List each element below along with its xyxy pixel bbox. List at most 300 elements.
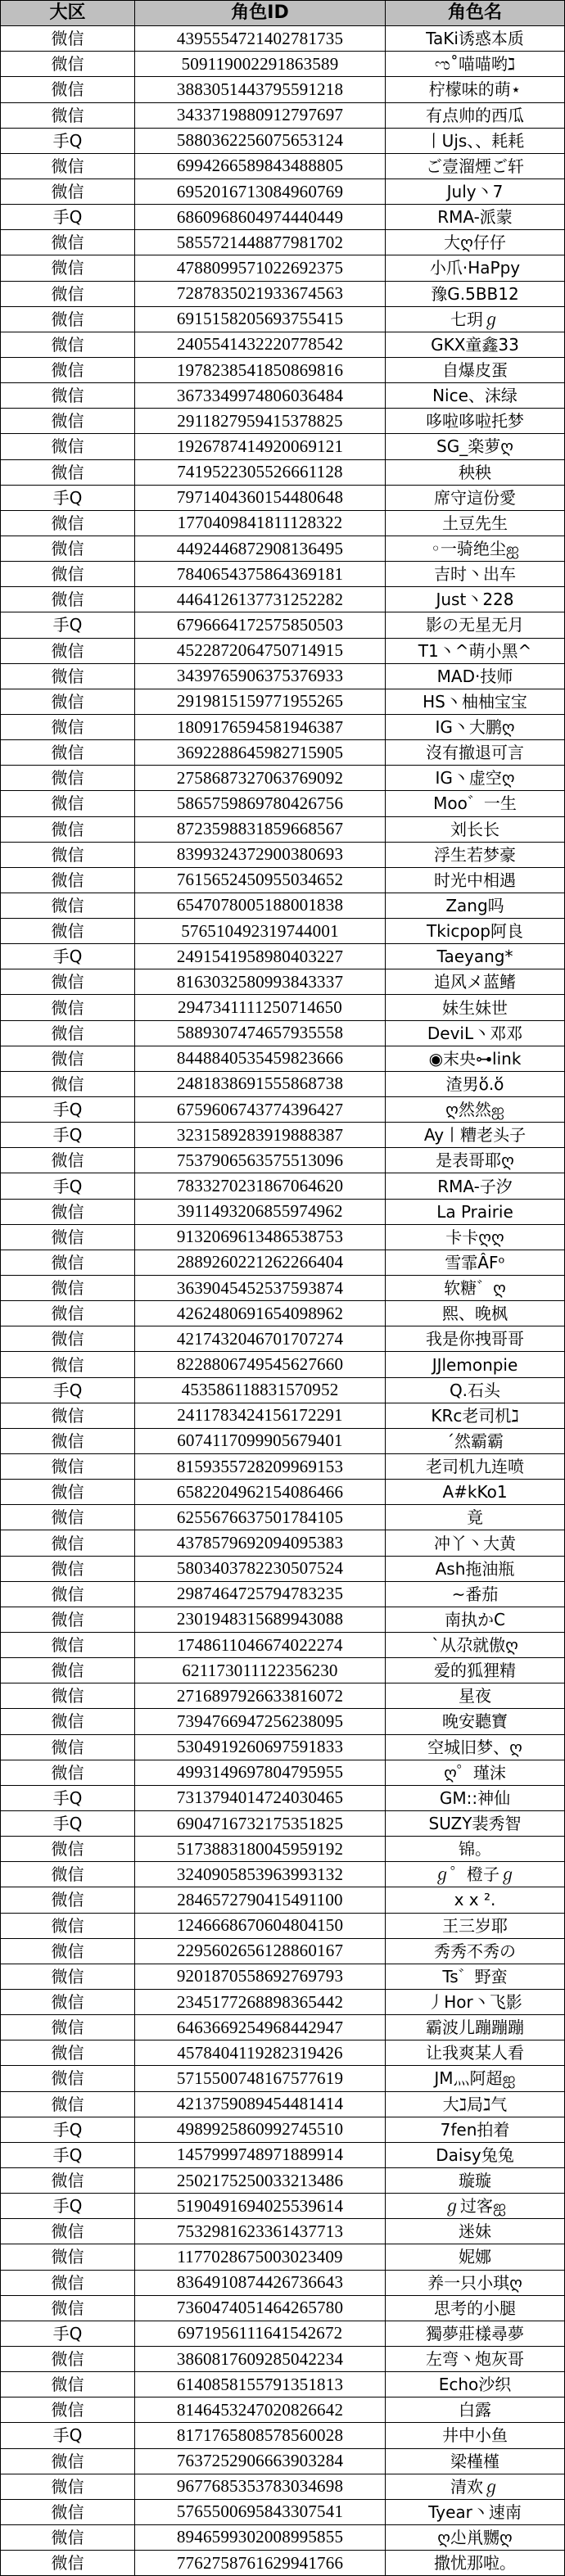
table-row [1, 1633, 565, 1658]
table-row [1, 740, 565, 766]
table-row [1, 587, 565, 612]
table-row [1, 1021, 565, 1046]
character-id-cell: 6547078005188001838 [135, 893, 386, 919]
table-row [1, 2474, 565, 2500]
region-cell: 微信 [1, 154, 135, 179]
character-name-cell: JM灬阿超ஐ [386, 2066, 565, 2091]
character-name-cell: 锦。 [386, 1837, 565, 1862]
table-row [1, 1658, 565, 1683]
table-row [1, 969, 565, 995]
character-name-cell: 我是你拽哥哥 [386, 1326, 565, 1352]
region-cell: 微信 [1, 1760, 135, 1786]
character-id-cell: 3911493206855974962 [135, 1200, 386, 1225]
table-row [1, 689, 565, 715]
character-name-cell: ღ然然ஐ [386, 1097, 565, 1123]
character-id-cell: 1177028675003023409 [135, 2244, 386, 2270]
character-name-cell: 老司机九连喷 [386, 1454, 565, 1480]
character-id-cell: 1770409841811128322 [135, 511, 386, 536]
table-row [1, 307, 565, 332]
table-row [1, 1225, 565, 1250]
region-cell: 微信 [1, 1480, 135, 1505]
character-id-cell: 7394766947256238095 [135, 1709, 386, 1734]
character-id-cell: 5880362256075653124 [135, 129, 386, 154]
character-id-cell: 453586118831570952 [135, 1378, 386, 1403]
region-cell: 微信 [1, 1148, 135, 1173]
table-row [1, 230, 565, 255]
character-id-cell: 6255676637501784105 [135, 1505, 386, 1530]
table-row [1, 2449, 565, 2474]
region-cell: 微信 [1, 562, 135, 587]
character-name-cell: 影の无星无月 [386, 612, 565, 638]
character-name-cell: 白露 [386, 2397, 565, 2423]
character-name-cell: MAD·技师 [386, 664, 565, 689]
table-row [1, 1582, 565, 1607]
table-row [1, 383, 565, 409]
character-name-cell: SG_楽萝ღ [386, 434, 565, 459]
character-name-cell: ℊ过客ஐ [386, 2194, 565, 2219]
region-cell: 微信 [1, 2092, 135, 2117]
character-name-cell: JJlemonpie [386, 1352, 565, 1377]
character-id-cell: 7532981623361437713 [135, 2219, 386, 2244]
table-row [1, 486, 565, 511]
character-name-cell: 獨夢莊樣尋夢 [386, 2321, 565, 2347]
region-cell: 微信 [1, 766, 135, 791]
character-id-cell: 5765500695843307541 [135, 2500, 386, 2525]
region-cell: 手Q [1, 1123, 135, 1148]
table-row [1, 1352, 565, 1377]
character-name-cell: Ts゛野蛮 [386, 1964, 565, 1990]
character-name-cell: Tyear丶速南 [386, 2500, 565, 2525]
character-id-cell: 7637252906663903284 [135, 2449, 386, 2474]
region-cell: 微信 [1, 2372, 135, 2397]
region-cell: 手Q [1, 2194, 135, 2219]
character-name-cell: 妮娜 [386, 2244, 565, 2270]
character-id-cell: 5889307474657935558 [135, 1021, 386, 1046]
character-name-cell: 星夜 [386, 1683, 565, 1709]
character-name-cell: 豫G.5BB12 [386, 282, 565, 307]
character-name-cell: Moo゛一生 [386, 791, 565, 816]
table-row [1, 179, 565, 205]
character-id-cell: 5304919260697591833 [135, 1735, 386, 1760]
region-cell: 微信 [1, 2551, 135, 2576]
table-row [1, 1760, 565, 1786]
character-name-cell: July丶7 [386, 179, 565, 205]
character-id-cell: 2947341111250714650 [135, 995, 386, 1020]
region-cell: 微信 [1, 358, 135, 383]
table-row [1, 1148, 565, 1173]
region-cell: 微信 [1, 715, 135, 740]
character-name-cell: 爱的狐狸精 [386, 1658, 565, 1683]
character-id-cell: 1246668670604804150 [135, 1914, 386, 1939]
header-character-id: 角色ID [135, 1, 386, 26]
table-row [1, 1123, 565, 1148]
character-name-cell: Q.石头 [386, 1378, 565, 1403]
character-name-cell: 丨Ujs、、耗耗 [386, 129, 565, 154]
table-row [1, 1709, 565, 1734]
character-id-cell: 4788099571022692375 [135, 255, 386, 281]
table-row [1, 2194, 565, 2219]
character-name-cell: TaKi诱惑本质 [386, 26, 565, 52]
region-cell: 微信 [1, 1403, 135, 1429]
character-name-cell: 大ℷ局ℷ气 [386, 2092, 565, 2117]
character-id-cell: 6971956111641542672 [135, 2321, 386, 2347]
region-cell: 微信 [1, 1837, 135, 1862]
character-id-cell: 5803403782230507524 [135, 1557, 386, 1582]
table-row [1, 358, 565, 383]
character-name-cell: 7fen拍着 [386, 2117, 565, 2143]
table-row [1, 2423, 565, 2448]
table-row [1, 536, 565, 562]
region-cell: 微信 [1, 1072, 135, 1097]
region-cell: 微信 [1, 1914, 135, 1939]
character-name-cell: 冲丫丶大黄 [386, 1530, 565, 1556]
table-row [1, 409, 565, 434]
table-row [1, 1735, 565, 1760]
table-row [1, 791, 565, 816]
character-id-cell: 6860968604974440449 [135, 205, 386, 230]
character-id-cell: 576510492319744001 [135, 919, 386, 944]
table-row [1, 2244, 565, 2270]
character-id-cell: 3433719880912797697 [135, 103, 386, 129]
character-id-cell: 3883051443795591218 [135, 77, 386, 102]
table-row [1, 1046, 565, 1072]
table-row [1, 1378, 565, 1403]
table-row [1, 1301, 565, 1326]
character-id-cell: 2502175250033213486 [135, 2168, 386, 2194]
table-row [1, 843, 565, 868]
character-name-cell: 秀秀不秀の [386, 1939, 565, 1964]
table-row [1, 77, 565, 102]
region-cell: 微信 [1, 1225, 135, 1250]
table-row [1, 26, 565, 52]
header-character-name: 角色名 [386, 1, 565, 26]
table-row [1, 1429, 565, 1454]
character-id-cell: 9201870558692769793 [135, 1964, 386, 1990]
character-name-cell: Daisy兔兔 [386, 2143, 565, 2168]
table-row [1, 817, 565, 843]
region-cell: 微信 [1, 791, 135, 816]
table-row [1, 1862, 565, 1887]
region-cell: 微信 [1, 434, 135, 459]
character-name-cell: 空城旧梦、ღ [386, 1735, 565, 1760]
character-id-cell: 7360474051464265780 [135, 2296, 386, 2321]
character-name-cell: 晚安聽寶 [386, 1709, 565, 1734]
region-cell: 手Q [1, 944, 135, 969]
region-cell: 微信 [1, 536, 135, 562]
character-id-cell: 6582204962154086466 [135, 1480, 386, 1505]
region-cell: 微信 [1, 2219, 135, 2244]
character-id-cell: 3639045452537593874 [135, 1276, 386, 1301]
table-row [1, 1276, 565, 1301]
region-cell: 手Q [1, 129, 135, 154]
character-name-cell: 土豆先生 [386, 511, 565, 536]
region-cell: 微信 [1, 1887, 135, 1913]
region-cell: 微信 [1, 1454, 135, 1480]
region-cell: 微信 [1, 893, 135, 919]
character-name-cell: 养一只小琪ღ [386, 2271, 565, 2296]
character-id-cell: 8159355728209969153 [135, 1454, 386, 1480]
region-cell: 微信 [1, 1939, 135, 1964]
table-row [1, 1480, 565, 1505]
character-id-cell: 6952016713084960769 [135, 179, 386, 205]
region-cell: 手Q [1, 1173, 135, 1199]
character-name-cell: Just丶228 [386, 587, 565, 612]
character-name-cell: 渣男ὅ.ὅ [386, 1072, 565, 1097]
table-row [1, 1683, 565, 1709]
character-name-cell: Taeyang* [386, 944, 565, 969]
character-id-cell: 4213759089454481414 [135, 2092, 386, 2117]
table-row [1, 205, 565, 230]
region-cell: 微信 [1, 2500, 135, 2525]
region-cell: 手Q [1, 2321, 135, 2347]
character-id-cell: 3692288645982715905 [135, 740, 386, 766]
character-name-cell: Echo沙织 [386, 2372, 565, 2397]
region-cell: 微信 [1, 664, 135, 689]
region-cell: 微信 [1, 1862, 135, 1887]
region-cell: 微信 [1, 2347, 135, 2372]
region-cell: 微信 [1, 2066, 135, 2091]
character-id-cell: 8448840535459823666 [135, 1046, 386, 1072]
region-cell: 微信 [1, 282, 135, 307]
region-cell: 微信 [1, 1326, 135, 1352]
table-row [1, 129, 565, 154]
table-row [1, 2500, 565, 2525]
character-id-cell: 4464126137731252282 [135, 587, 386, 612]
region-cell: 手Q [1, 205, 135, 230]
table-row [1, 1530, 565, 1556]
character-name-cell: 时光中相遇 [386, 868, 565, 893]
character-id-cell: 2301948315689943088 [135, 1607, 386, 1633]
table-row [1, 893, 565, 919]
character-name-cell: 左弯丶炮灰哥 [386, 2347, 565, 2372]
character-name-cell: KRc老司机ℷ [386, 1403, 565, 1429]
region-cell: 微信 [1, 1990, 135, 2015]
character-name-cell: Nice、沫绿 [386, 383, 565, 409]
table-row [1, 1837, 565, 1862]
region-cell: 微信 [1, 332, 135, 358]
character-name-cell: 哆啦哆啦托梦 [386, 409, 565, 434]
character-name-cell: La Prairie [386, 1200, 565, 1225]
region-cell: 微信 [1, 2040, 135, 2066]
table-row [1, 1557, 565, 1582]
character-name-cell: x x ². [386, 1887, 565, 1913]
character-id-cell: 8946599302008995855 [135, 2525, 386, 2551]
region-cell: 手Q [1, 1811, 135, 1837]
character-name-cell: 秧秧 [386, 460, 565, 486]
character-name-cell: ღ尐鼡嬲ღ [386, 2525, 565, 2551]
region-cell: 微信 [1, 868, 135, 893]
region-cell: 手Q [1, 2423, 135, 2448]
region-cell: 微信 [1, 995, 135, 1020]
character-id-cell: 6140858155791351813 [135, 2372, 386, 2397]
character-name-cell: 王三岁耶 [386, 1914, 565, 1939]
character-id-cell: 1809176594581946387 [135, 715, 386, 740]
character-id-cell: 7840654375864369181 [135, 562, 386, 587]
character-name-cell: 迷妹 [386, 2219, 565, 2244]
character-id-cell: 9677685353783034698 [135, 2474, 386, 2500]
character-id-cell: 4217432046701707274 [135, 1326, 386, 1352]
region-cell: 微信 [1, 2271, 135, 2296]
table-row [1, 282, 565, 307]
table-row [1, 562, 565, 587]
character-id-cell: 7313794014724030465 [135, 1786, 386, 1811]
character-id-cell: 6463669254968442947 [135, 2015, 386, 2040]
region-cell: 手Q [1, 486, 135, 511]
character-name-cell: 沒有撤退可言 [386, 740, 565, 766]
character-id-cell: 6074117099905679401 [135, 1429, 386, 1454]
character-id-cell: 8228806749545627660 [135, 1352, 386, 1377]
table-row [1, 1811, 565, 1837]
character-id-cell: 2919815159771955265 [135, 689, 386, 715]
character-id-cell: 7537906563575513096 [135, 1148, 386, 1173]
region-cell: 手Q [1, 1378, 135, 1403]
character-id-cell: 6759606743774396427 [135, 1097, 386, 1123]
character-id-cell: 3860817609285042234 [135, 2347, 386, 2372]
character-id-cell: 2345177268898365442 [135, 1990, 386, 2015]
character-name-cell: 熙、晚枫 [386, 1301, 565, 1326]
character-id-cell: 5715500748167577619 [135, 2066, 386, 2091]
character-id-cell: 4262480691654098962 [135, 1301, 386, 1326]
region-cell: 微信 [1, 1582, 135, 1607]
character-name-cell: 璇璇 [386, 2168, 565, 2194]
region-cell: 微信 [1, 1633, 135, 1658]
table-row [1, 944, 565, 969]
character-name-cell: T1丶^萌小黑^ [386, 639, 565, 664]
character-id-cell: 5865759869780426756 [135, 791, 386, 816]
table-header-row [1, 1, 565, 26]
character-name-cell: A#kKo1 [386, 1480, 565, 1505]
region-cell: 微信 [1, 1276, 135, 1301]
character-name-cell: 小爪·HaPpy [386, 255, 565, 281]
table-row [1, 766, 565, 791]
table-row [1, 1097, 565, 1123]
character-name-cell: ご壹溜煙ご轩 [386, 154, 565, 179]
table-row [1, 995, 565, 1020]
character-name-cell: ღ゜瑾沫 [386, 1760, 565, 1786]
character-id-cell: 6915158205693755415 [135, 307, 386, 332]
character-name-cell: ◉末央⊶link [386, 1046, 565, 1072]
table-row [1, 2092, 565, 2117]
table-row [1, 154, 565, 179]
character-name-cell: 卡卡ღღ [386, 1225, 565, 1250]
region-cell: 微信 [1, 2015, 135, 2040]
region-cell: 微信 [1, 1607, 135, 1633]
table-row [1, 2525, 565, 2551]
table-row [1, 2347, 565, 2372]
character-id-cell: 2987464725794783235 [135, 1582, 386, 1607]
character-id-cell: 2491541958980403227 [135, 944, 386, 969]
table-row [1, 919, 565, 944]
table-row [1, 1250, 565, 1276]
region-cell: 微信 [1, 2244, 135, 2270]
table-row [1, 2397, 565, 2423]
table-row [1, 52, 565, 77]
table-row [1, 2551, 565, 2576]
region-cell: 微信 [1, 919, 135, 944]
region-cell: 微信 [1, 587, 135, 612]
character-name-cell: RMA-子汐 [386, 1173, 565, 1199]
region-cell: 微信 [1, 26, 135, 52]
region-cell: 微信 [1, 460, 135, 486]
character-id-cell: 9132069613486538753 [135, 1225, 386, 1250]
character-name-cell: 席守這份愛 [386, 486, 565, 511]
region-cell: 微信 [1, 1200, 135, 1225]
character-id-cell: 4578404119282319426 [135, 2040, 386, 2066]
table-row [1, 1887, 565, 1913]
character-id-cell: 8723598831859668567 [135, 817, 386, 843]
table-row [1, 511, 565, 536]
table-row [1, 1200, 565, 1225]
table-row [1, 2066, 565, 2091]
region-cell: 微信 [1, 103, 135, 129]
character-name-cell: 七玥ℊ [386, 307, 565, 332]
character-name-cell: ℊ゜橙子ℊ [386, 1862, 565, 1887]
character-id-cell: 7287835021933674563 [135, 282, 386, 307]
table-row [1, 1990, 565, 2015]
region-cell: 微信 [1, 689, 135, 715]
table-row [1, 612, 565, 638]
table-row [1, 2296, 565, 2321]
character-name-cell: ಌ˚喵喵哟ℷ [386, 52, 565, 77]
character-name-cell: 思考的小腿 [386, 2296, 565, 2321]
region-cell: 手Q [1, 612, 135, 638]
region-cell: 微信 [1, 2449, 135, 2474]
region-cell: 微信 [1, 1429, 135, 1454]
table-row [1, 2143, 565, 2168]
region-cell: 微信 [1, 2168, 135, 2194]
table-row [1, 2040, 565, 2066]
character-name-cell: ˊ然霸霸 [386, 1429, 565, 1454]
character-name-cell: 软糖゛ღ [386, 1276, 565, 1301]
character-name-cell: 丿Hor丶飞影 [386, 1990, 565, 2015]
region-cell: 微信 [1, 52, 135, 77]
character-name-cell: RMA-派蒙 [386, 205, 565, 230]
region-cell: 微信 [1, 817, 135, 843]
character-id-cell: 8146453247020826642 [135, 2397, 386, 2423]
character-id-cell: 1978238541850869816 [135, 358, 386, 383]
character-name-cell: 刘长长 [386, 817, 565, 843]
character-name-cell: 妹生妹世 [386, 995, 565, 1020]
region-cell: 微信 [1, 1735, 135, 1760]
character-name-cell: IG丶虚空ღ [386, 766, 565, 791]
character-name-cell: 雪霏ÂFᵒ [386, 1250, 565, 1276]
region-cell: 手Q [1, 1786, 135, 1811]
character-name-cell: 撒忧那啦。 [386, 2551, 565, 2576]
region-cell: 手Q [1, 2143, 135, 2168]
character-id-cell: 8364910874426736643 [135, 2271, 386, 2296]
table-row [1, 715, 565, 740]
character-id-cell: 5855721448877981702 [135, 230, 386, 255]
character-name-cell: GKX童鑫33 [386, 332, 565, 358]
character-name-cell: ◦一骑绝尘ஐ [386, 536, 565, 562]
character-name-cell: 有点帅的西瓜 [386, 103, 565, 129]
table-row [1, 1072, 565, 1097]
region-cell: 微信 [1, 1683, 135, 1709]
character-id-cell: 2846572790415491100 [135, 1887, 386, 1913]
character-name-cell: Tkicpop阿良 [386, 919, 565, 944]
region-cell: 微信 [1, 1557, 135, 1582]
region-cell: 微信 [1, 307, 135, 332]
character-id-cell: 509119002291863589 [135, 52, 386, 77]
character-name-cell: 清欢ℊ [386, 2474, 565, 2500]
region-cell: 手Q [1, 2117, 135, 2143]
table-row [1, 460, 565, 486]
region-cell: 微信 [1, 2296, 135, 2321]
region-cell: 微信 [1, 2525, 135, 2551]
table-row [1, 2372, 565, 2397]
character-id-cell: 4395554721402781735 [135, 26, 386, 52]
table-row [1, 1607, 565, 1633]
